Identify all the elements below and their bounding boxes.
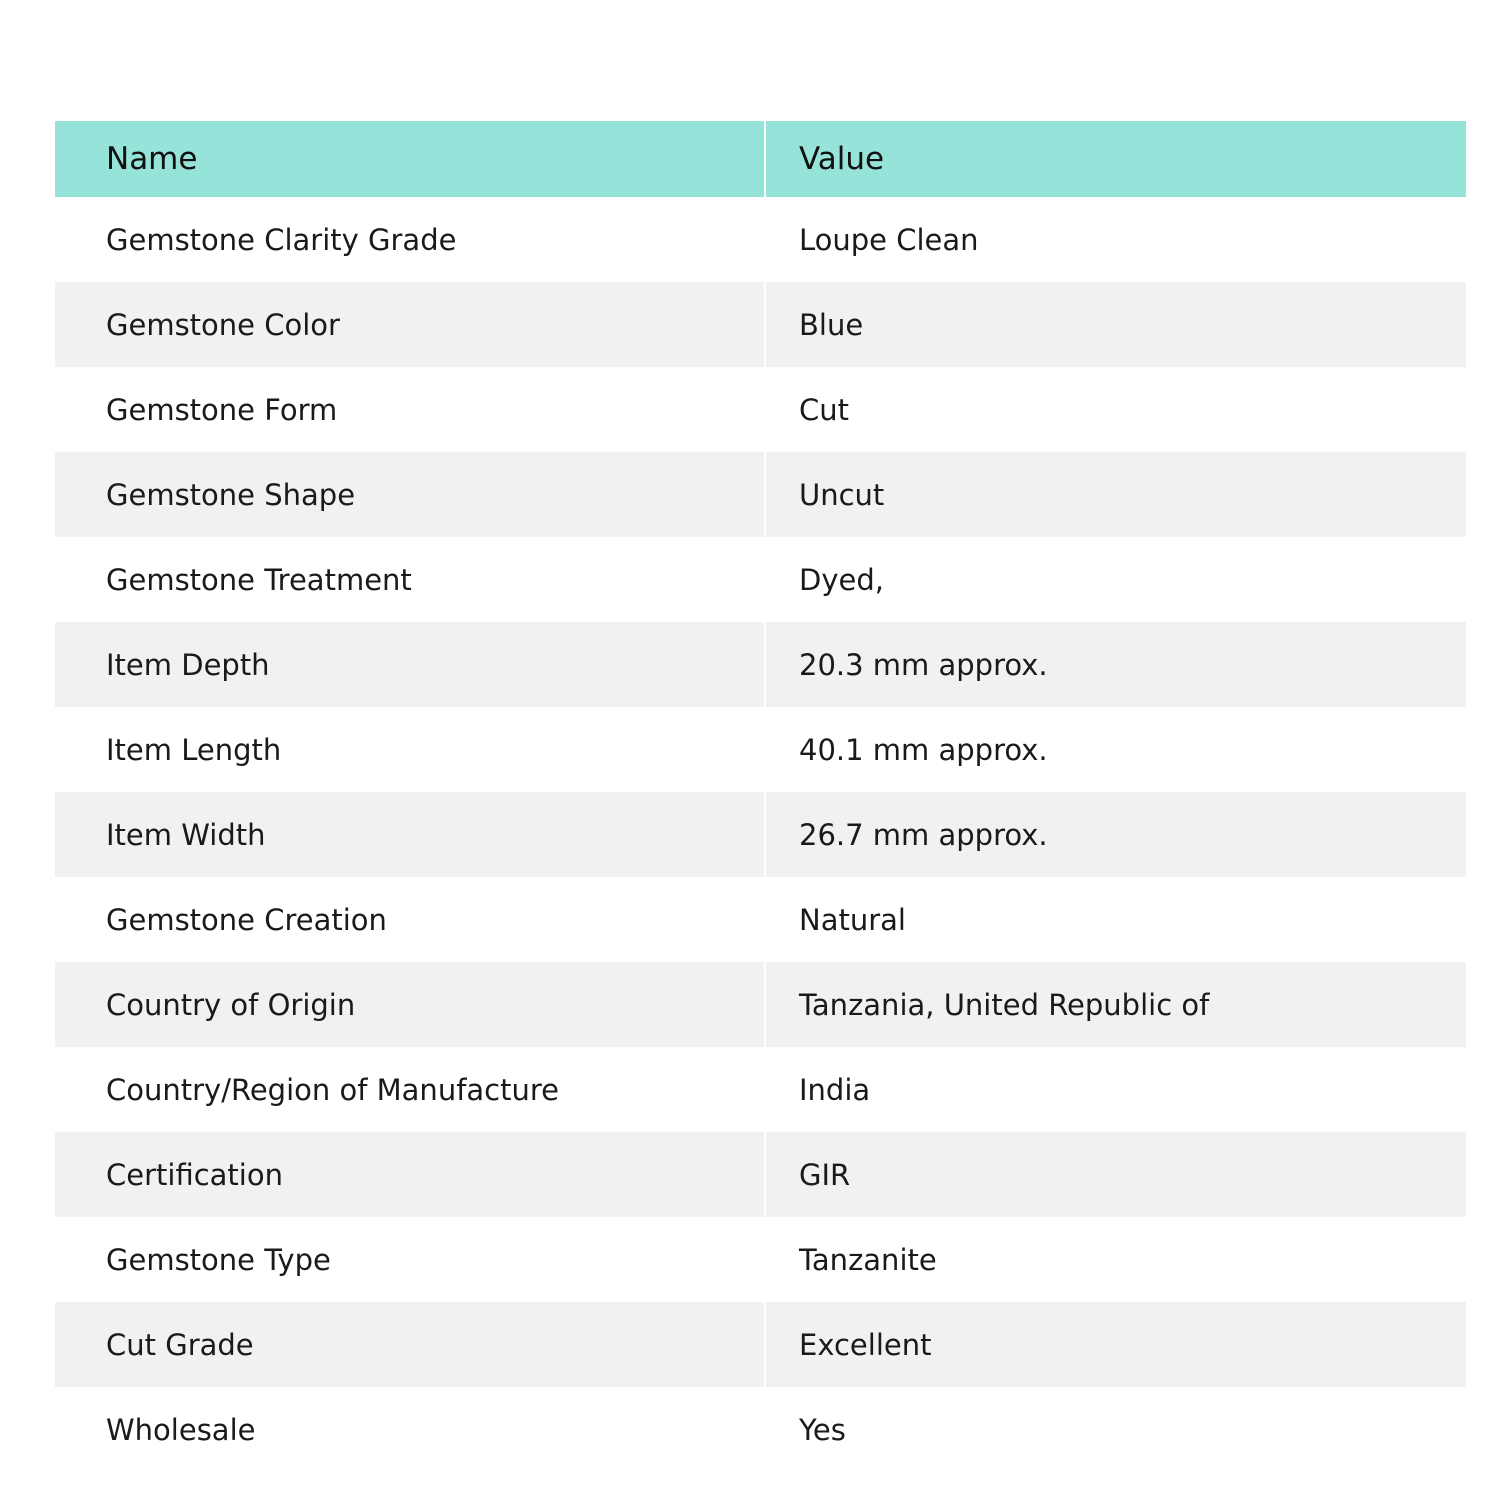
row-name-cell: Gemstone Treatment [55,537,766,622]
row-value-cell: Tanzanite [799,1242,937,1277]
row-name-cell: Country/Region of Manufacture [55,1047,766,1132]
table-row [55,1132,1466,1217]
table-row [55,707,1466,792]
row-value-cell: Tanzania, United Republic of [799,987,1210,1022]
row-name-cell: Item Length [55,707,766,792]
table-row [55,537,1466,622]
table-body [55,197,1466,1472]
row-name-cell: Gemstone Form [55,367,766,452]
table-row [55,452,1466,537]
table-header [55,121,1466,197]
specifications-table [55,121,1466,1472]
table-row [55,1387,1466,1472]
row-value-cell: Cut [799,392,849,427]
table-row [55,1047,1466,1132]
row-value-cell: Yes [799,1412,846,1447]
table-row [55,792,1466,877]
row-name-cell: Gemstone Type [55,1217,766,1302]
row-name-cell: Country of Origin [55,962,766,1047]
table-row [55,962,1466,1047]
row-value-cell: Blue [799,307,864,342]
row-name-cell: Wholesale [55,1387,766,1472]
row-name-cell: Gemstone Creation [55,877,766,962]
row-name-cell: Gemstone Color [55,282,766,367]
row-name-cell: Gemstone Clarity Grade [55,197,766,282]
row-value-cell: Dyed, [799,562,884,597]
row-name-cell: Cut Grade [55,1302,766,1387]
row-name-cell: Item Width [55,792,766,877]
row-value-cell: 26.7 mm approx. [799,817,1048,852]
table-row [55,1217,1466,1302]
header-value: Value [799,141,885,177]
table-row [55,367,1466,452]
row-name-cell: Certification [55,1132,766,1217]
row-value-cell: Natural [799,902,906,937]
row-value-cell: India [799,1072,871,1107]
row-value-cell: GIR [799,1157,851,1192]
table-row [55,197,1466,282]
row-value-cell: Excellent [799,1327,932,1362]
row-value-cell: Loupe Clean [799,222,979,257]
table-row [55,877,1466,962]
table-row [55,1302,1466,1387]
row-name-cell: Gemstone Shape [55,452,766,537]
header-name: Name [55,121,766,197]
row-name-cell: Item Depth [55,622,766,707]
row-value-cell: 20.3 mm approx. [799,647,1048,682]
table-row [55,622,1466,707]
table-row [55,282,1466,367]
row-value-cell: 40.1 mm approx. [799,732,1048,767]
row-value-cell: Uncut [799,477,885,512]
